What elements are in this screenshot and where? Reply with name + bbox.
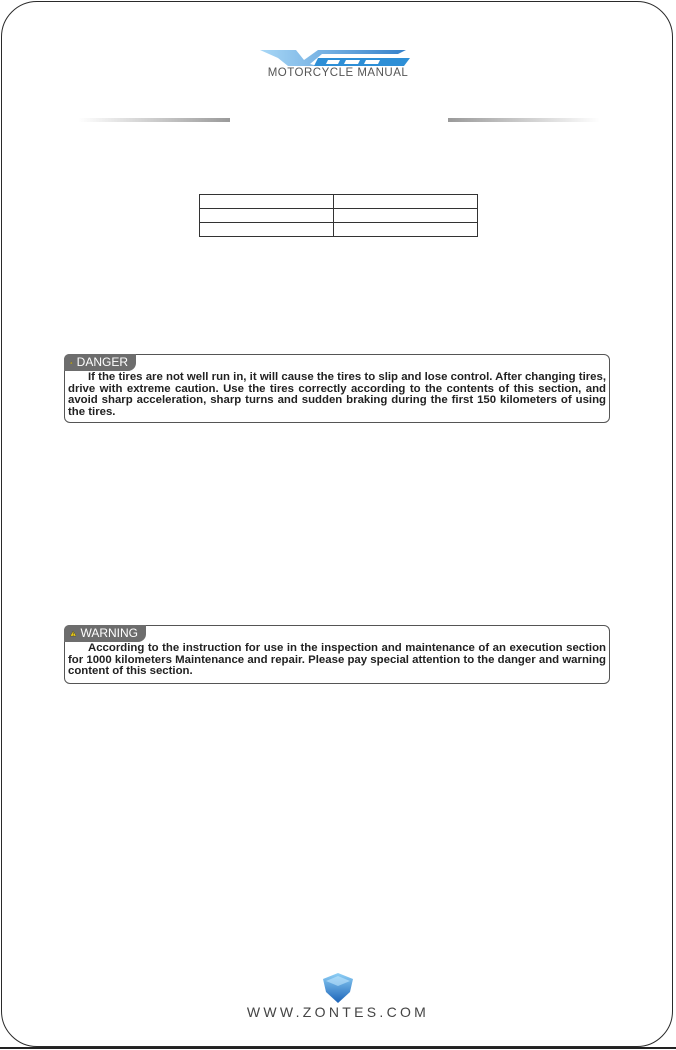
warning-notice [64, 625, 610, 684]
page-frame [1, 1, 673, 1047]
zontes-shield-logo [321, 972, 355, 1004]
manual-subtitle: MOTORCYCLE MANUAL [267, 67, 409, 79]
warning-triangle-icon [70, 627, 76, 640]
danger-text: If the tires are not well run in, it will cause the tires to slip and lose control. After changing tires, drive with extreme caution. Use the tires correctly according to the contents of this section, and avoid sharp acceleration, sharp turns and sudden braking during the first 150 kilometers of using the tires. [68, 371, 606, 418]
table-cell [200, 223, 334, 237]
warning-label: WARNING [80, 626, 138, 640]
header-rule-right [448, 118, 600, 122]
bottom-border-line [0, 1047, 676, 1049]
table-cell [334, 223, 478, 237]
footer-url[interactable]: WWW.ZONTES.COM [246, 1004, 430, 1020]
table-cell [200, 195, 334, 209]
table-cell [334, 195, 478, 209]
header-rule-left [78, 118, 230, 122]
danger-tag [64, 354, 136, 371]
warning-triangle-icon [70, 356, 73, 369]
table-row [200, 195, 478, 209]
table-row [200, 223, 478, 237]
table-cell [334, 209, 478, 223]
danger-label: DANGER [76, 355, 128, 369]
table-cell [200, 209, 334, 223]
warning-text: According to the instruction for use in the inspection and maintenance of an execution section for 1000 kilometers Maintenance and repair. Please pay special attention to the danger and warning content of this section. [68, 642, 606, 678]
warning-tag [64, 625, 146, 642]
spec-table [199, 194, 478, 237]
danger-notice [64, 354, 610, 423]
table-row [200, 209, 478, 223]
